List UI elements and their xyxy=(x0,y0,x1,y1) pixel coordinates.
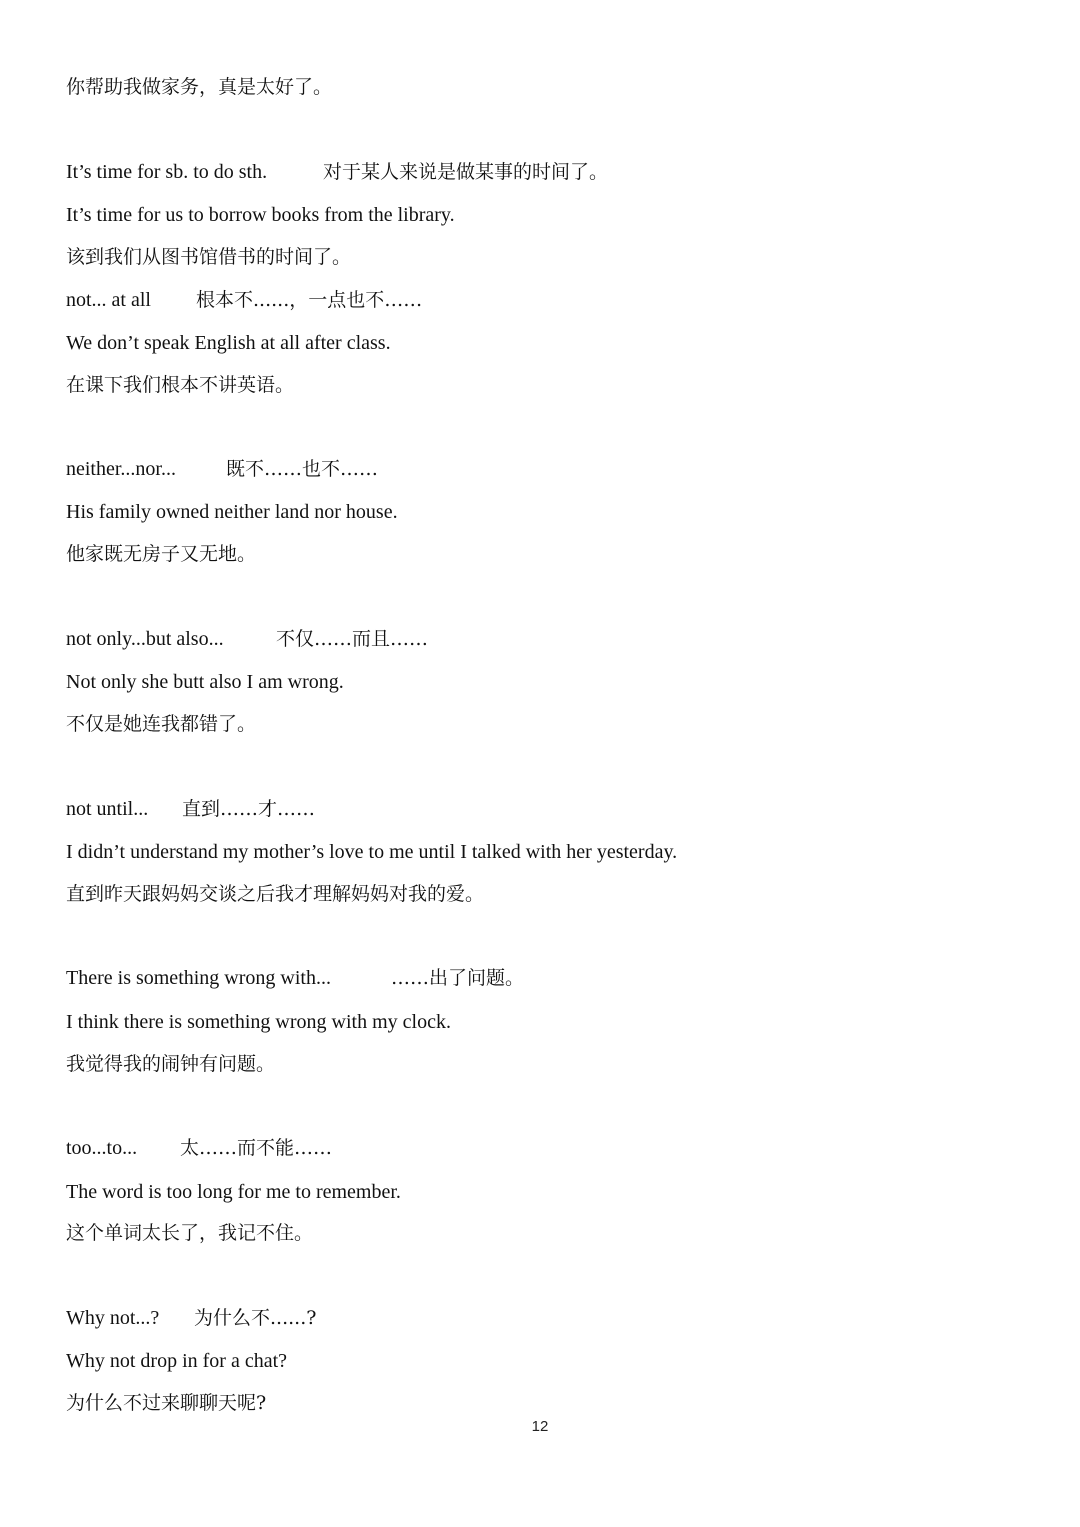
phrase-meaning: 太……而不能…… xyxy=(180,1137,333,1159)
phrase: not only...but also... xyxy=(66,628,224,650)
phrase: There is something wrong with... xyxy=(66,967,331,989)
example-sentence: His family owned neither land nor house. xyxy=(66,501,398,523)
example-sentence: The word is too long for me to remember. xyxy=(66,1181,401,1203)
intro-translation: 你帮助我做家务，真是太好了。 xyxy=(66,76,333,98)
example-sentence: We don’t speak English at all after class. xyxy=(66,332,391,354)
phrase-meaning: 不仅……而且…… xyxy=(276,628,429,650)
phrase-line xyxy=(66,457,378,481)
phrase-meaning: 为什么不......? xyxy=(194,1307,317,1329)
example-sentence: I didn’t understand my mother’s love to me until I talked with her yesterday. xyxy=(66,841,678,863)
phrase: It’s time for sb. to do sth. xyxy=(66,161,268,183)
example-translation: 该到我们从图书馆借书的时间了。 xyxy=(66,246,352,268)
example-sentence: I think there is something wrong with my clock. xyxy=(66,1011,451,1033)
example-translation: 我觉得我的闹钟有问题。 xyxy=(66,1053,276,1075)
phrase-line xyxy=(66,797,315,821)
phrase: neither...nor... xyxy=(66,458,176,480)
example-translation: 直到昨天跟妈妈交谈之后我才理解妈妈对我的爱。 xyxy=(66,883,485,905)
example-translation: 这个单词太长了，我记不住。 xyxy=(66,1222,314,1244)
page-number: 12 xyxy=(531,1418,549,1435)
phrase: Why not...? xyxy=(66,1307,160,1329)
phrase: not... at all xyxy=(66,289,151,311)
example-sentence: Why not drop in for a chat? xyxy=(66,1350,288,1372)
example-sentence: Not only she butt also I am wrong. xyxy=(66,671,344,693)
example-sentence: It’s time for us to borrow books from the library. xyxy=(66,204,455,226)
phrase: not until... xyxy=(66,798,149,820)
phrase-meaning: 直到……才…… xyxy=(182,798,316,820)
phrase-line xyxy=(66,627,428,651)
example-translation: 不仅是她连我都错了。 xyxy=(66,713,257,735)
phrase-meaning: 对于某人来说是做某事的时间了。 xyxy=(323,161,609,183)
phrase-line xyxy=(66,966,524,990)
phrase-meaning: 既不……也不…… xyxy=(226,458,379,480)
example-translation: 为什么不过来聊聊天呢? xyxy=(66,1392,267,1414)
phrase-line xyxy=(66,1306,316,1330)
example-translation: 在课下我们根本不讲英语。 xyxy=(66,374,295,396)
phrase-line xyxy=(66,288,422,312)
phrase: too...to... xyxy=(66,1137,138,1159)
phrase-line xyxy=(66,160,608,184)
example-translation: 他家既无房子又无地。 xyxy=(66,543,257,565)
phrase-meaning: 根本不......，一点也不…… xyxy=(196,289,423,311)
phrase-line xyxy=(66,1136,332,1160)
phrase-meaning: ……出了问题。 xyxy=(391,967,525,989)
